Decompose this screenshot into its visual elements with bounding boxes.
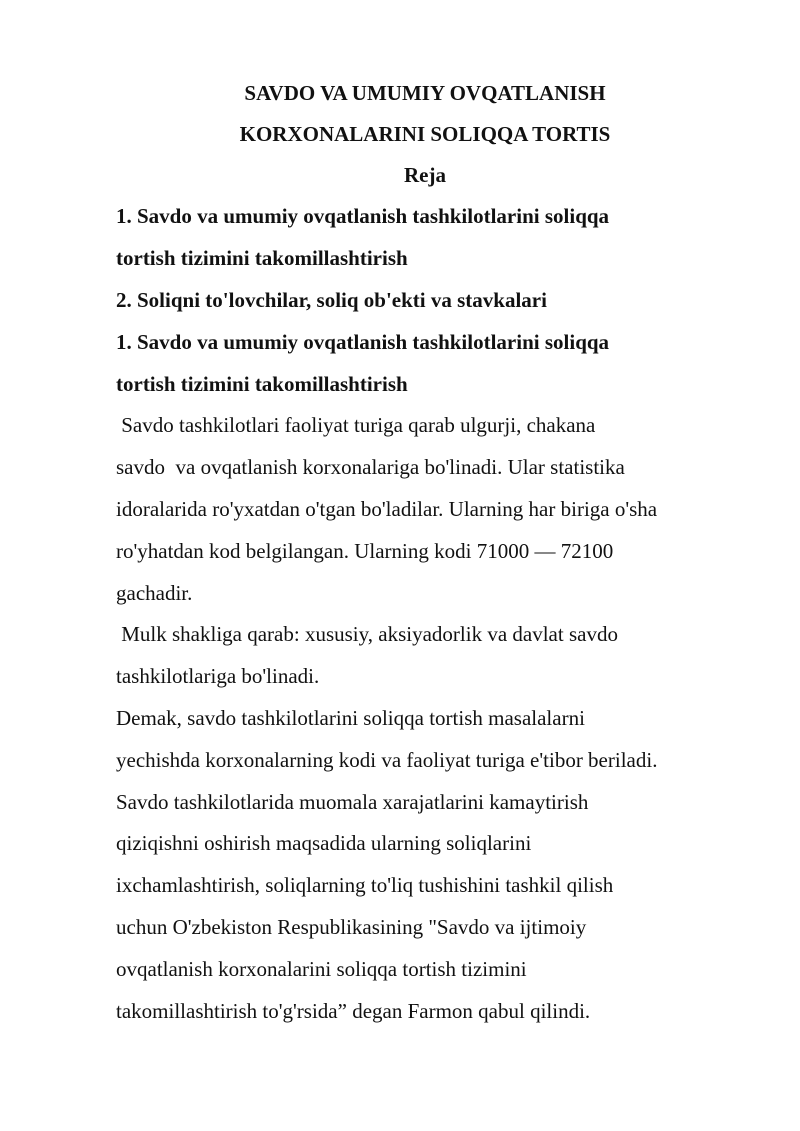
paragraph-3-line-5: ixchamlashtirish, soliqlarning to'liq tushishini tashkil qilish	[116, 873, 614, 897]
paragraph-2-line-2: tashkilotlariga bo'linadi.	[116, 664, 320, 688]
plan-item-2: 2. Soliqni to'lovchilar, soliq ob'ekti va stavkalari	[116, 288, 547, 312]
paragraph-3-line-3: Savdo tashkilotlarida muomala xarajatlarini kamaytirish	[116, 790, 589, 814]
paragraph-3-line-2: yechishda korxonalarning kodi va faoliyat turiga e'tibor beriladi.	[116, 748, 658, 772]
document-title-line-1: SAVDO VA UMUMIY OVQATLANISH	[244, 81, 606, 105]
section-heading-line-1: 1. Savdo va umumiy ovqatlanish tashkilotlarini soliqqa	[116, 330, 610, 354]
paragraph-3-line-7: ovqatlanish korxonalarini soliqqa tortish tizimini	[116, 957, 527, 981]
plan-item-1-line-2: tortish tizimini takomillashtirish	[116, 246, 408, 270]
paragraph-1-line-4: ro'yhatdan kod belgilangan. Ularning kodi 71000 — 72100	[116, 539, 614, 563]
plan-heading: Reja	[404, 163, 446, 187]
paragraph-2-line-1: Mulk shakliga qarab: xususiy, aksiyadorlik va davlat savdo	[116, 622, 618, 646]
paragraph-3-line-1: Demak, savdo tashkilotlarini soliqqa tortish masalalarni	[116, 706, 585, 730]
plan-item-1-line-1: 1. Savdo va umumiy ovqatlanish tashkilotlarini soliqqa	[116, 204, 610, 228]
paragraph-3-line-4: qiziqishni oshirish maqsadida ularning soliqlarini	[116, 831, 532, 855]
paragraph-3-line-8: takomillashtirish to'g'rsida” degan Farmon qabul qilindi.	[116, 999, 591, 1023]
paragraph-3-line-6: uchun O'zbekiston Respublikasining "Savdo va ijtimoiy	[116, 915, 587, 939]
paragraph-1-line-5: gachadir.	[116, 581, 193, 605]
paragraph-1-line-3: idoralarida ro'yxatdan o'tgan bo'ladilar. Ularning har biriga o'sha	[116, 497, 658, 521]
section-heading-line-2: tortish tizimini takomillashtirish	[116, 372, 408, 396]
document-title-line-2: KORXONALARINI SOLIQQA TORTIS	[239, 122, 611, 146]
paragraph-1-line-1: Savdo tashkilotlari faoliyat turiga qarab ulgurji, chakana	[116, 413, 596, 437]
paragraph-1-line-2: savdo va ovqatlanish korxonalariga bo'linadi. Ular statistika	[116, 455, 625, 479]
